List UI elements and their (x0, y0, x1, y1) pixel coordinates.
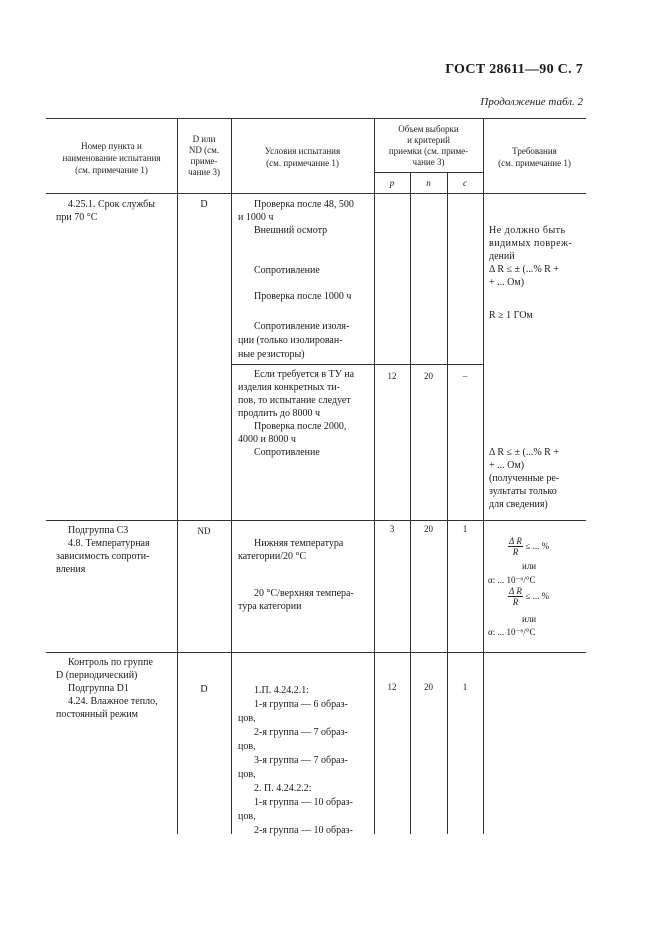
document-code: ГОСТ 28611—90 С. 7 (445, 62, 583, 77)
header-test-name: Номер пункта и наименование испытания (см. примечание 1) (62, 141, 161, 175)
row-2-p: 3 (389, 524, 395, 534)
header-c: c (463, 178, 467, 188)
row-3-title: Контроль по группе D (периодический) Подгруппа D1 4.24. Влажное тепло, постоянный режим (56, 657, 158, 720)
row-1-requirements-a: Не должно быть видимых повреж- дений Δ R ≤ ± (...% R + + ... Ом) R ≥ 1 ГОм (489, 225, 573, 321)
row-1-n: 20 (424, 371, 433, 381)
header-requirements: Требования (см. примечание 1) (498, 146, 571, 168)
table-continuation-label: Продолжение табл. 2 (480, 96, 583, 108)
header-sample-size: Объем выборки и критерий приемки (см. приме- чание 3) (388, 124, 469, 167)
row-2-dnd: ND (197, 526, 211, 536)
row-1-p: 12 (387, 371, 397, 381)
row-3-dnd: D (200, 684, 208, 695)
row-2-c: 1 (462, 524, 468, 534)
row-3-n: 20 (424, 682, 433, 692)
header-test-conditions: Условия испытания (см. примечание 1) (264, 146, 341, 168)
header-d-nd: D или ND (см. приме- чание 3) (188, 134, 220, 177)
row-1-requirements-b: Δ R ≤ ± (...% R + + ... Ом) (полученные ре- зультаты только для сведения) (489, 447, 560, 510)
header-n: n (426, 178, 431, 188)
row-3-c: 1 (462, 682, 468, 692)
row-1-c: – (462, 371, 468, 381)
row-2-n: 20 (424, 524, 433, 534)
row-1-title: 4.25.1. Срок службы при 70 °С (56, 199, 155, 223)
header-p: p (389, 178, 395, 188)
row-1-dnd: D (200, 199, 208, 210)
row-3-p: 12 (387, 682, 397, 692)
row-2-title: Подгруппа С3 4.8. Температурная зависимость сопроти- вления (56, 525, 150, 575)
